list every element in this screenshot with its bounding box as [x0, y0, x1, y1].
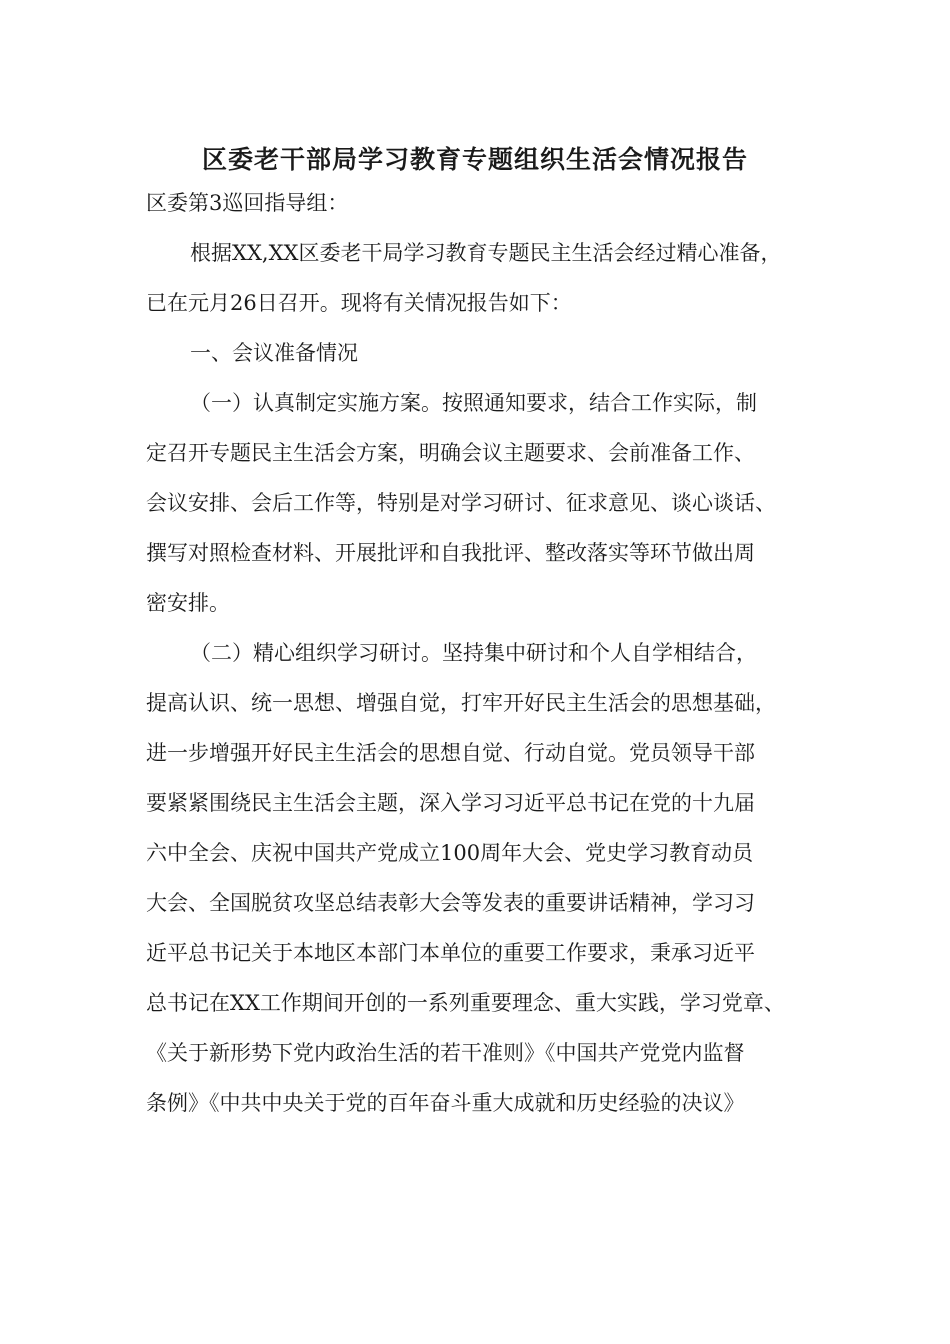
text-line: 条例》《中共中央关于党的百年奋斗重大成就和历史经验的决议》 — [146, 1091, 745, 1115]
text-line: （二）精心组织学习研讨。坚持集中研讨和个人自学相结合， — [190, 641, 757, 665]
document-title: 区委老干部局学习教育专题组织生活会情况报告 — [201, 145, 748, 174]
text-line: 总书记在XX工作期间开创的一系列重要理念、重大实践，学习党章、 — [146, 991, 785, 1015]
text-line: 《关于新形势下党内政治生活的若干准则》《中国共产党党内监督 — [146, 1041, 745, 1065]
text-line: 大会、全国脱贫攻坚总结表彰大会等发表的重要讲话精神，学习习 — [146, 891, 755, 915]
text-line: 密安排。 — [146, 591, 230, 615]
text-line: （一）认真制定实施方案。按照通知要求，结合工作实际，制 — [190, 391, 757, 415]
text-line: 一、会议准备情况 — [190, 341, 358, 365]
text-line: 撰写对照检查材料、开展批评和自我批评、整改落实等环节做出周 — [146, 541, 755, 565]
text-line: 进一步增强开好民主生活会的思想自觉、行动自觉。党员领导干部 — [146, 741, 755, 765]
text-line: 定召开专题民主生活会方案，明确会议主题要求、会前准备工作、 — [146, 441, 755, 465]
text-line: 要紧紧围绕民主生活会主题，深入学习习近平总书记在党的十九届 — [146, 791, 755, 815]
text-line: 根据XX,XX区委老干局学习教育专题民主生活会经过精心准备， — [190, 241, 782, 265]
text-line: 会议安排、会后工作等，特别是对学习研讨、征求意见、谈心谈话、 — [146, 491, 776, 515]
document-body — [146, 178, 818, 1128]
text-line: 近平总书记关于本地区本部门本单位的重要工作要求，秉承习近平 — [146, 941, 755, 965]
text-line: 提高认识、统一思想、增强自觉，打牢开好民主生活会的思想基础， — [146, 691, 776, 715]
text-line: 六中全会、庆祝中国共产党成立100周年大会、党史学习教育动员 — [146, 841, 754, 865]
text-line: 已在元月26日召开。现将有关情况报告如下： — [146, 291, 572, 315]
text-line: 区委第3巡回指导组： — [146, 191, 349, 215]
